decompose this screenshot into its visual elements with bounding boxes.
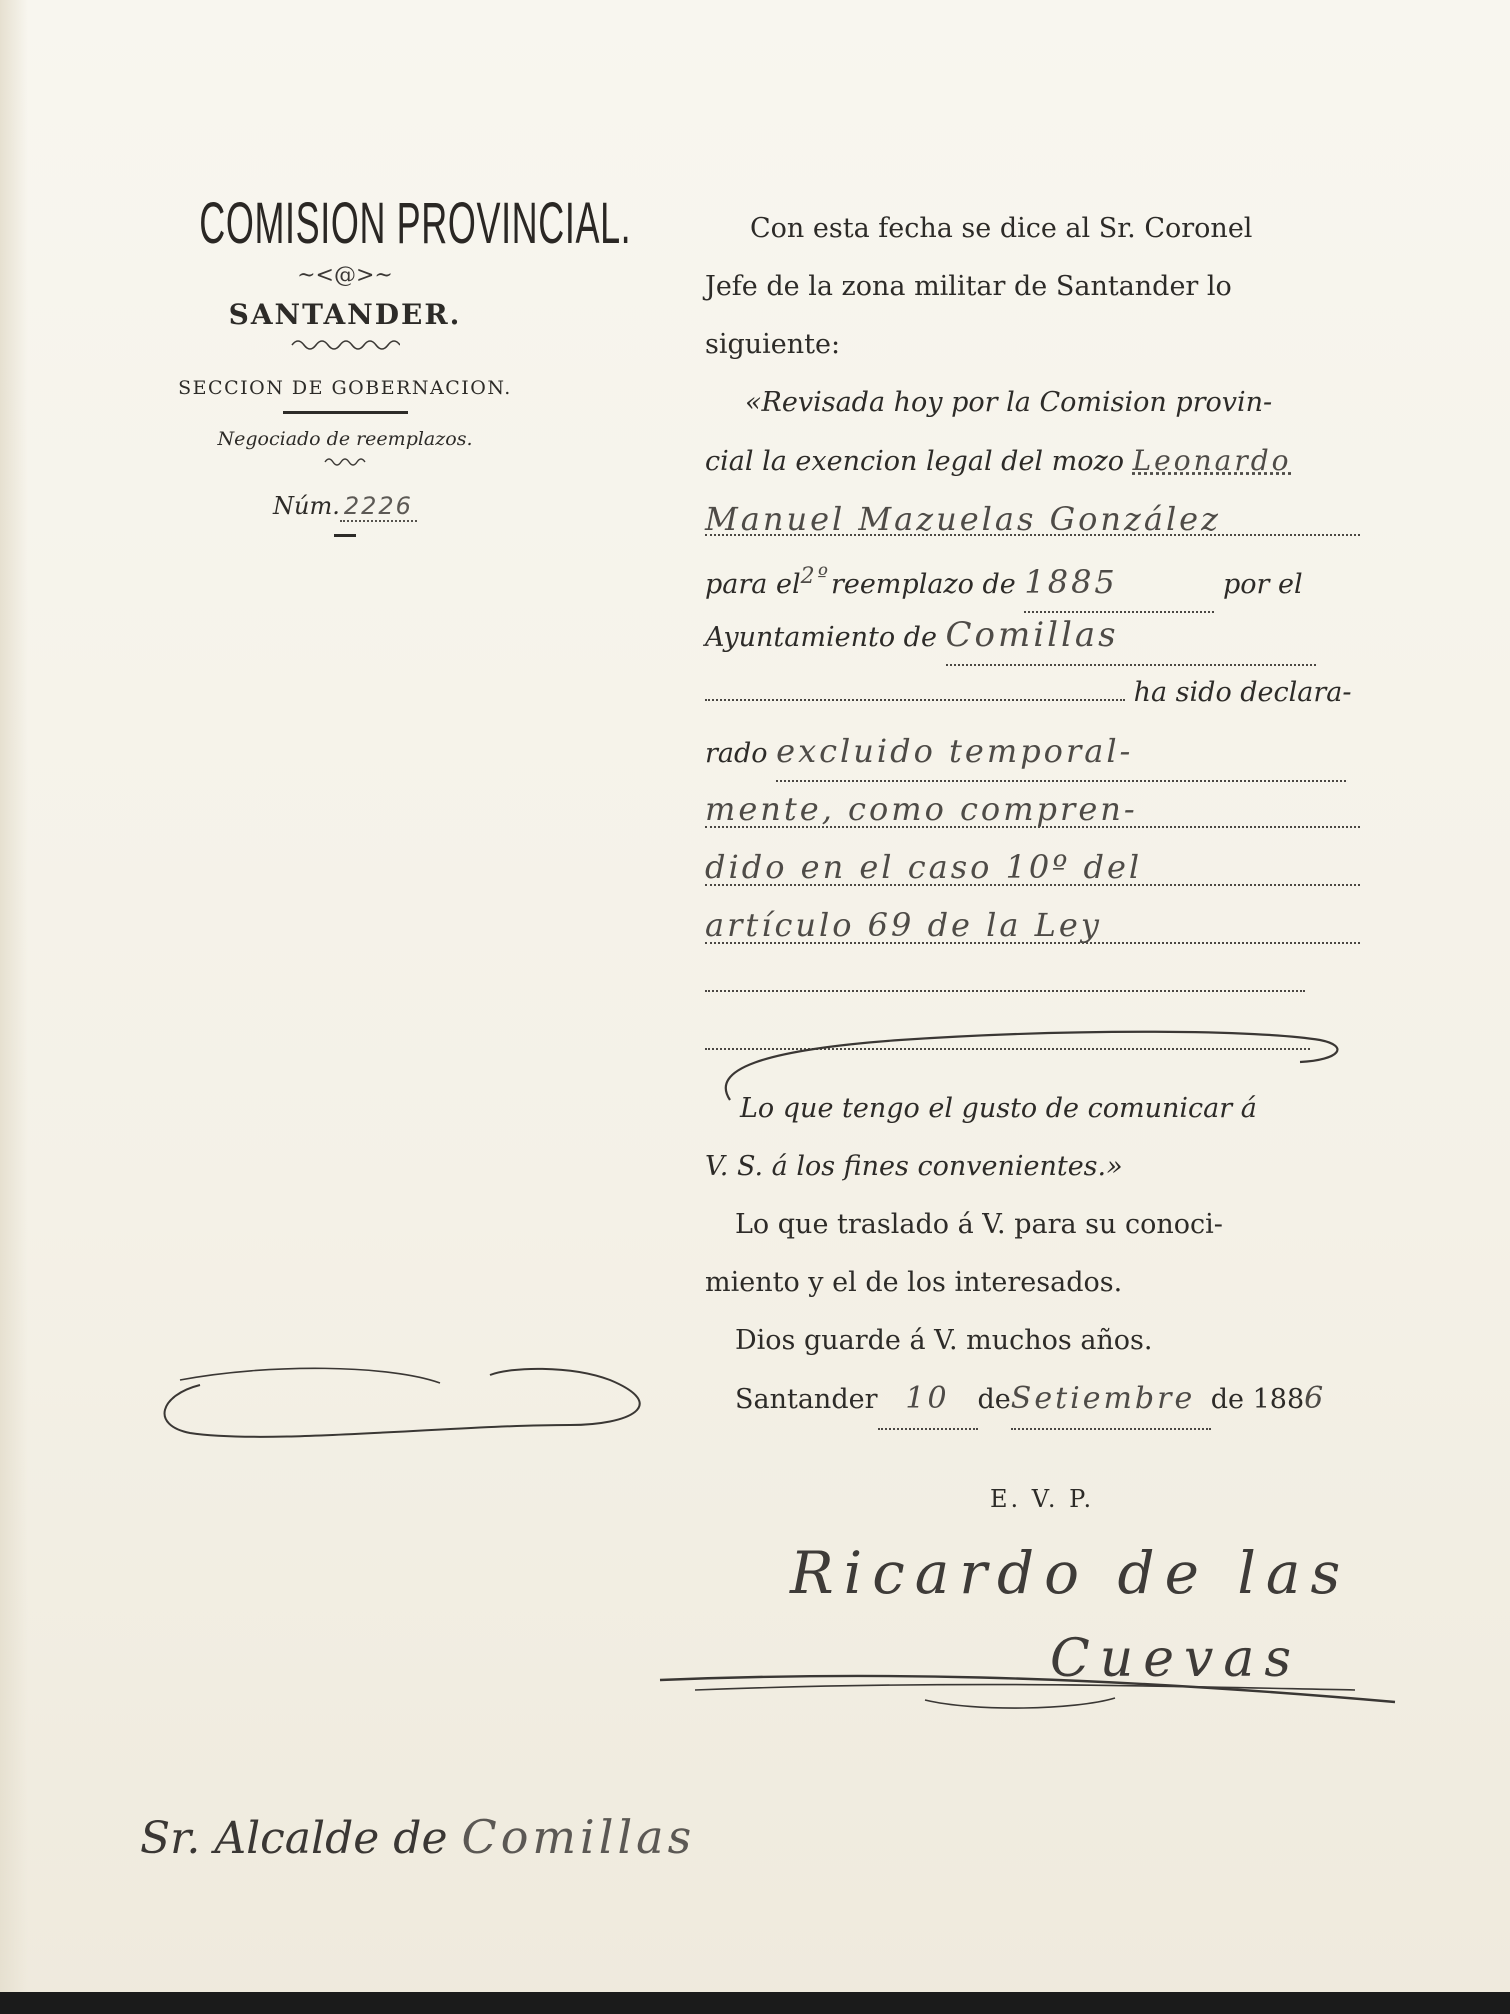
body-line-19: miento y el de los interesados. [705,1267,1123,1298]
declaration-text-3: dido en el caso 10º del [705,848,1143,886]
date-place: Santander [735,1384,878,1415]
reemplazo-label-b: reemplazo de [830,569,1016,600]
declaration-text-1: excluido temporal- [776,722,1346,782]
mozo-name-part-1: Leonardo [1132,444,1292,477]
margin-flourish [150,1355,670,1445]
body-line-4: «Revisada hoy por la Comision provin- [745,387,1273,418]
declaration-text-4: artículo 69 de la Ley [705,906,1102,944]
body-line-9 [705,664,1352,722]
body-line-11 [705,780,1360,828]
date-year-digit: 6 [1304,1381,1327,1416]
letterhead-department: Negociado de reemplazos. [217,428,473,450]
letterhead-city: SANTANDER. [228,298,462,331]
signature-line-1: Ricardo de las [790,1539,1351,1607]
body-line-7 [705,548,1303,614]
date-month: Setiembre [1011,1370,1211,1430]
body-line-6 [705,490,1360,536]
body-line-3: siguiente: [705,329,841,360]
signature-line-2: Cuevas [1050,1629,1302,1689]
closing-flourish [700,1000,1360,1120]
declared-label-2: rado [705,738,768,769]
reemplazo-year: 1885 [1024,553,1214,613]
date-day: 10 [878,1370,978,1430]
body-line-5 [705,432,1292,491]
scan-bottom-edge [0,1992,1510,2014]
number-value: 2226 [340,492,417,522]
addressee [140,1810,695,1864]
date-line [735,1370,1326,1430]
declared-label: ha sido declara- [1133,677,1352,708]
letterhead-section: SECCION DE GOBERNACION. [178,377,512,399]
number-rule [334,534,356,537]
date-de-2: de 188 [1210,1384,1305,1415]
section-rule [283,411,408,414]
body-line-10 [705,722,1346,783]
letterhead-title: COMISION PROVINCIAL. [199,191,632,256]
mozo-label: cial la exencion legal del mozo [705,446,1124,477]
wave-divider [290,337,400,351]
ornament-divider: ~<@>~ [297,263,393,288]
ayuntamiento-label: Ayuntamiento de [705,622,937,653]
body-line-8 [705,606,1316,667]
date-de-1: de [977,1384,1011,1415]
signature-flourish [655,1660,1405,1720]
addressee-printed: Sr. Alcalde de [140,1813,448,1864]
body-line-16: Lo que tengo el gusto de comunicar á [740,1093,1257,1124]
blank-line-14 [705,954,1305,992]
addressee-municipality: Comillas [461,1810,696,1864]
number-label: Núm. [273,492,340,520]
body-line-17: V. S. á los fines convenientes.» [705,1151,1123,1182]
letterhead [110,190,632,537]
document-number [110,492,580,520]
mozo-name-part-2: Manuel Mazuelas González [705,500,1221,538]
body-line-2: Jefe de la zona militar de Santander lo [705,271,1232,302]
closing-abbreviation: E. V. P. [990,1485,1095,1513]
body-line-1: Con esta fecha se dice al Sr. Coronel [750,213,1253,244]
reemplazo-label-c: por el [1222,569,1303,600]
declaration-text-2: mente, como compren- [705,790,1138,828]
body-line-20: Dios guarde á V. muchos años. [735,1325,1153,1356]
body-line-18: Lo que traslado á V. para su conoci- [735,1209,1223,1240]
reemplazo-ordinal: 2º [800,564,831,589]
ayuntamiento-name: Comillas [946,606,1316,666]
body-line-13 [705,896,1360,944]
body-line-12 [705,838,1360,886]
page-edge [0,0,28,2014]
small-wave-divider [323,456,367,466]
blank-fill-line [705,699,1125,701]
reemplazo-label-a: para el [705,569,801,600]
